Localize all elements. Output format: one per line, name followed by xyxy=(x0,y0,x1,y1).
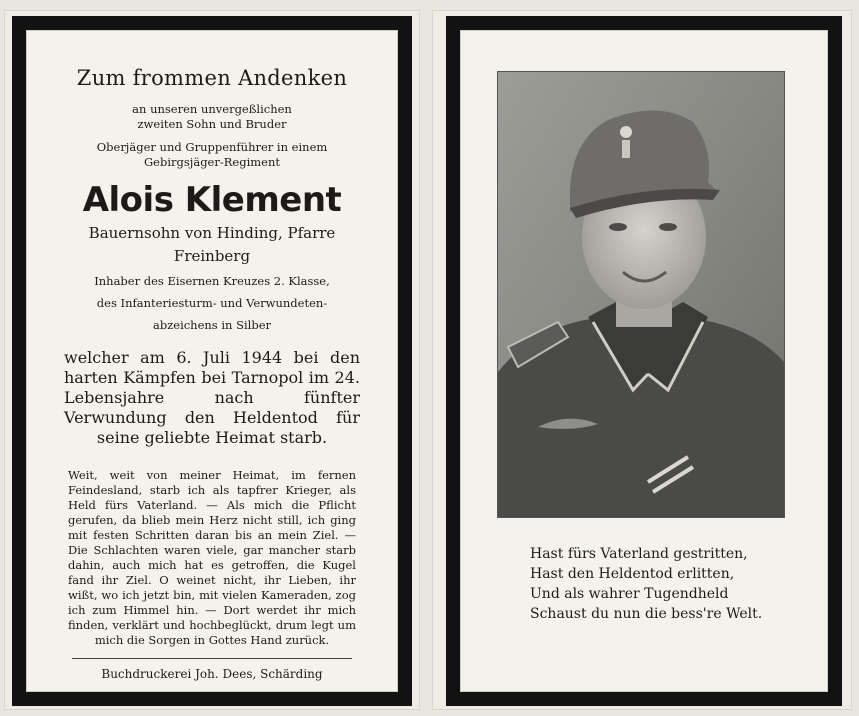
right-black-frame xyxy=(446,16,842,706)
soldier-portrait-photo xyxy=(497,71,785,518)
deceased-name: Alois Klement xyxy=(82,180,342,220)
divider xyxy=(72,658,352,659)
awards-line-3: abzeichens in Silber xyxy=(152,318,271,332)
left-text-column xyxy=(44,30,380,681)
death-paragraph: welcher am 6. Juli 1944 bei den harten Kämpfen bei Tarnopol im 24. Lebensjahre nach fünfter Verwundung den Heldentod für seine geliebte Heimat starb. xyxy=(64,348,360,447)
intro-line-1: an unseren unvergeßlichen xyxy=(132,102,292,116)
left-page xyxy=(4,10,420,710)
awards-line-1: Inhaber des Eisernen Kreuzes 2. Klasse, xyxy=(94,274,330,288)
right-poem xyxy=(530,544,762,624)
intro-line-2: zweiten Sohn und Bruder xyxy=(137,117,287,131)
memorial-poem: Weit, weit von meiner Heimat, im fernen Feindesland, starb ich als tapfrer Krieger, als Held fürs Vaterland. — Als mich die Pflicht gerufen, da blieb mein Herz nicht still, ich ging mit festen Schritten daran bis an mein Ziel. — Die Schlachten waren viele, gar mancher starb dahin, auch mich hat es getroffen, die Kugel fand ihr Ziel. O weinet nicht, ihr Lieben, ihr wißt, wo ich jetzt bin, mit vielen Kameraden, zog ich zum Himmel hin. — Dort werdet ihr mich finden, verklärt und hochbeglückt, drum legt um mich die Sorgen in Gottes Hand zurück. xyxy=(68,468,356,647)
rank-line-1: Oberjäger und Gruppenführer in einem xyxy=(96,140,328,154)
origin-line-1: Bauernsohn von Hinding, Pfarre xyxy=(88,224,336,242)
right-page xyxy=(432,10,852,710)
portrait-illustration xyxy=(498,72,784,517)
right-poem-line-4: Schaust du nun die bess're Welt. xyxy=(530,606,763,622)
awards-line-2: des Infanteriesturm- und Verwundeten- xyxy=(96,296,328,310)
left-black-frame xyxy=(12,16,412,706)
memorial-heading: Zum frommen Andenken xyxy=(76,66,348,90)
rank-line-2: Gebirgsjäger-Regiment xyxy=(143,155,280,169)
right-poem-line-2: Hast den Heldentod erlitten, xyxy=(530,566,735,582)
origin-line-2: Freinberg xyxy=(173,247,251,265)
printer-credit: Buchdruckerei Joh. Dees, Schärding xyxy=(101,667,323,681)
right-poem-line-3: Und als wahrer Tugendheld xyxy=(530,586,729,602)
right-poem-line-1: Hast fürs Vaterland gestritten, xyxy=(530,546,748,562)
